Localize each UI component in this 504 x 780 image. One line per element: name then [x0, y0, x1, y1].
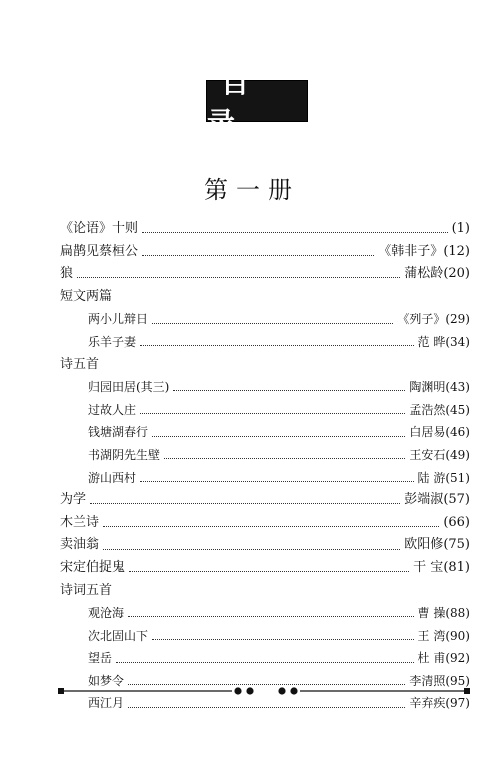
- toc-entry: [60, 467, 470, 490]
- leader-dots: [103, 525, 439, 527]
- leader-dots: [152, 322, 393, 324]
- toc-entry-title: 诗词五首: [60, 582, 113, 598]
- leader-dots: [173, 389, 405, 391]
- leader-dots: [164, 457, 405, 459]
- toc-entry-title: 诗五首: [60, 356, 100, 372]
- toc-entry-page: (57): [443, 492, 470, 508]
- toc-entry-title: 观沧海: [88, 606, 125, 621]
- toc-entry-title: 游山西村: [88, 470, 137, 485]
- toc-entry: [60, 444, 470, 467]
- toc-entry-author: 欧阳修: [404, 537, 444, 553]
- toc-entry-title: 短文两篇: [60, 288, 113, 304]
- toc-entry-author: 李清照: [409, 673, 446, 688]
- leader-dots: [140, 412, 405, 414]
- toc-entry: [60, 308, 470, 331]
- leader-dots: [129, 570, 409, 572]
- leader-dots: [128, 706, 405, 708]
- toc-entry: [60, 286, 470, 309]
- rule-dot: [278, 687, 285, 694]
- toc-entry: [60, 602, 470, 625]
- leader-dots: [116, 661, 414, 663]
- rule-square-right: [464, 688, 470, 694]
- leader-dots: [128, 615, 414, 617]
- toc-entry: [60, 354, 470, 377]
- toc-entry-page: (12): [443, 243, 470, 259]
- toc-entry-title: 西江月: [88, 696, 125, 711]
- leader-dots: [152, 638, 414, 640]
- toc-entry-page: (90): [445, 628, 470, 643]
- toc-entry-author: 王 湾: [417, 628, 446, 643]
- toc-entry-author: 曹 操: [417, 606, 446, 621]
- toc-entry-page: (51): [445, 470, 470, 485]
- toc-entry-title: 归园田居(其三): [88, 380, 170, 395]
- toc-entry-title: 两小儿辩日: [88, 312, 149, 327]
- toc-entry-page: (20): [443, 266, 470, 282]
- toc-entry-page: (88): [445, 606, 470, 621]
- toc-entry-page: (92): [445, 651, 470, 666]
- rule-dot: [234, 687, 241, 694]
- toc-entry-page: (49): [445, 447, 470, 462]
- toc-entry-author: 彭端淑: [404, 492, 444, 508]
- leader-dots: [142, 254, 374, 256]
- table-of-contents: [60, 218, 470, 715]
- toc-entry-author: 白居易: [409, 425, 446, 440]
- leader-dots: [152, 435, 405, 437]
- toc-entry-title: 书湖阴先生壁: [88, 447, 161, 462]
- toc-entry-title: 如梦令: [88, 673, 125, 688]
- toc-entry-author: 蒲松龄: [404, 266, 444, 282]
- toc-entry: [60, 263, 470, 286]
- toc-entry: [60, 421, 470, 444]
- leader-dots: [77, 276, 400, 278]
- toc-entry: [60, 580, 470, 603]
- decorative-rule: [58, 685, 470, 697]
- leader-dots: [140, 344, 414, 346]
- leader-dots: [140, 480, 414, 482]
- rule-dot: [246, 687, 253, 694]
- toc-entry: [60, 625, 470, 648]
- toc-entry-author: 孟浩然: [409, 402, 446, 417]
- toc-entry: [60, 241, 470, 264]
- toc-entry: [60, 512, 470, 535]
- toc-entry-title: 木兰诗: [60, 514, 100, 530]
- toc-entry: [60, 557, 470, 580]
- page-title: 目 录: [206, 80, 308, 122]
- toc-entry-page: (81): [443, 559, 470, 575]
- toc-entry-title: 卖油翁: [60, 537, 100, 553]
- toc-entry-title: 次北固山下: [88, 628, 149, 643]
- toc-entry-page: (46): [445, 425, 470, 440]
- toc-entry-author: 《列子》: [397, 312, 446, 327]
- toc-entry-page: (66): [443, 514, 470, 530]
- toc-entry: [60, 376, 470, 399]
- toc-entry-author: 陆 游: [417, 470, 446, 485]
- toc-entry-page: (95): [445, 673, 470, 688]
- toc-entry-title: 望岳: [88, 651, 113, 666]
- toc-entry: [60, 218, 470, 241]
- toc-entry-page: (34): [445, 334, 470, 349]
- toc-entry-page: (97): [445, 696, 470, 711]
- volume-heading: 第一册: [204, 176, 300, 204]
- toc-entry-title: 扁鹊见蔡桓公: [60, 243, 139, 259]
- toc-entry-page: (75): [443, 537, 470, 553]
- toc-entry-author: 王安石: [409, 447, 446, 462]
- toc-entry: [60, 534, 470, 557]
- leader-dots: [142, 231, 448, 233]
- rule-square-left: [58, 688, 64, 694]
- toc-entry-page: (29): [445, 312, 470, 327]
- toc-entry: [60, 399, 470, 422]
- toc-entry: [60, 647, 470, 670]
- toc-entry-page: (45): [445, 402, 470, 417]
- toc-entry-author: 范 晔: [417, 334, 446, 349]
- toc-entry-title: 为学: [60, 492, 87, 508]
- toc-entry: [60, 331, 470, 354]
- leader-dots: [103, 548, 400, 550]
- toc-entry-page: (1): [451, 221, 470, 236]
- leader-dots: [90, 502, 400, 504]
- toc-entry-title: 狼: [60, 266, 74, 282]
- toc-entry-title: 宋定伯捉鬼: [60, 559, 126, 575]
- toc-entry-author: 杜 甫: [417, 651, 446, 666]
- toc-entry-title: 过故人庄: [88, 402, 137, 417]
- toc-entry: [60, 489, 470, 512]
- toc-entry-author: 干 宝: [413, 559, 444, 575]
- toc-entry-author: 《韩非子》: [378, 243, 444, 259]
- toc-entry-page: (43): [445, 380, 470, 395]
- toc-entry-title: 《论语》十则: [60, 221, 139, 236]
- toc-entry-author: 陶渊明: [409, 380, 446, 395]
- toc-entry-title: 钱塘湖春行: [88, 425, 149, 440]
- rule-dot: [290, 687, 297, 694]
- toc-entry-title: 乐羊子妻: [88, 334, 137, 349]
- toc-entry-author: 辛弃疾: [409, 696, 446, 711]
